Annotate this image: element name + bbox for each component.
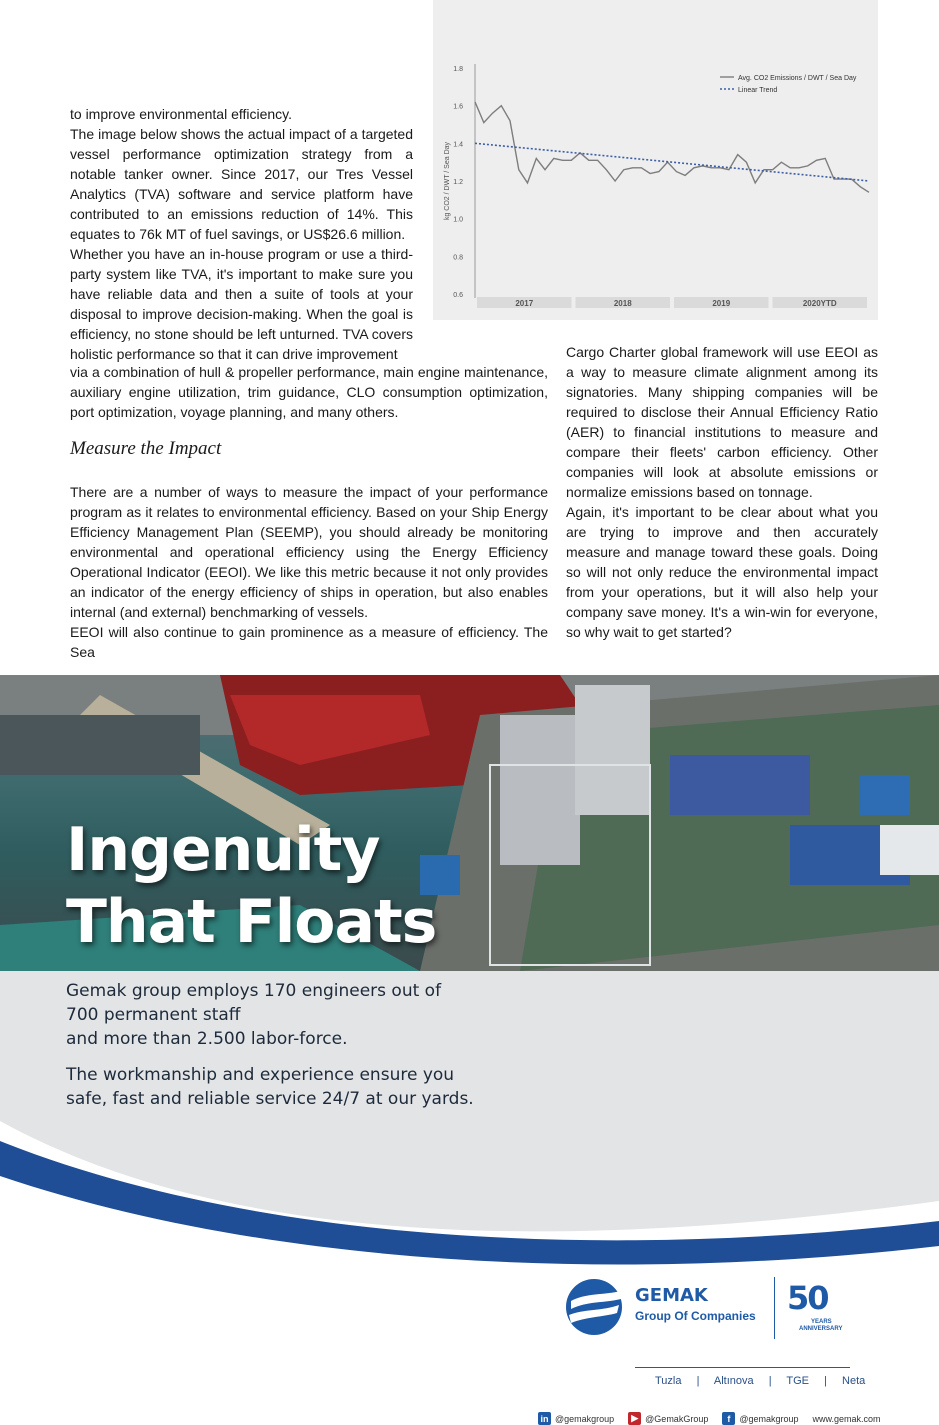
shipyard-photo	[0, 675, 939, 971]
location-item: Tuzla	[655, 1375, 682, 1387]
facebook-handle: @gemakgroup	[739, 1413, 799, 1424]
trend-line	[475, 143, 869, 181]
paragraph: Cargo Charter global framework will use EEOI as a way to measure climate alignment among its signatories. Many shipping companies will be required to disclose their Annual Efficiency Ratio (AER) to financial institutions to measure and compare their fleets' carbon efficiency. Other companies will look at absolute emissions or normalize emissions based on tonnage.	[566, 344, 878, 500]
paragraph: The image below shows the actual impact of a targeted vessel performance optimization strategy from a notable tanker owner. Since 2017, our Tres Vessel Analytics (TVA) software and service platform have contributed to an emissions reduction of 14%. This equates to 76k MT of fuel savings, or US$26.6 million.	[70, 126, 413, 242]
emissions-line	[475, 102, 869, 192]
ad-body-line: The workmanship and experience ensure you	[66, 1065, 455, 1085]
y-axis-label: kg CO2 / DWT / Sea Day	[444, 141, 451, 221]
location-item: TGE	[786, 1375, 810, 1387]
ad-body-line: Gemak group employs 170 engineers out of	[66, 981, 442, 1001]
logo-divider	[774, 1277, 775, 1339]
gemak-logo	[565, 1277, 865, 1337]
section-heading: Measure the Impact	[70, 438, 222, 459]
legend-label: Avg. CO2 Emissions / DWT / Sea Day	[738, 75, 857, 82]
anniversary-label: ANNIVERSARY	[799, 1326, 843, 1332]
y-tick-label: 1.0	[453, 216, 463, 224]
linkedin-handle: @gemakgroup	[555, 1413, 615, 1424]
facebook-link[interactable]	[722, 1412, 798, 1425]
article-column-left-continued	[70, 362, 548, 422]
paragraph: Again, it's important to be clear about what you are trying to improve and then accurately measure and manage toward these goals. Doing so will not only reduce the environmental impact from your operations, but it will also help your company save money. It's a win-win for everyone, so why wait to get started?	[566, 504, 878, 640]
article-column-left-bottom	[70, 482, 548, 662]
gemak-advertisement	[0, 675, 939, 1424]
ad-body-staff	[66, 979, 441, 1051]
separator: |	[768, 1375, 772, 1387]
anniversary-years: YEARS	[811, 1319, 832, 1325]
gemak-logo-icon	[565, 1277, 625, 1337]
paragraph: EEOI will also continue to gain prominence as a measure of efficiency. The Sea	[70, 624, 548, 660]
x-group-label: 2018	[613, 299, 632, 308]
paragraph: Whether you have an in-house program or use a third-party system like TVA, it's important to make sure you have reliable data and then a suite of tools at your disposal to improve decision-making. When the goal is efficiency, no stone should be left unturned. TVA covers holistic performance so that it can drive improvement	[70, 246, 413, 362]
chart-canvas	[433, 0, 878, 320]
website-link[interactable]: www.gemak.com	[812, 1413, 881, 1424]
ad-body-line: safe, fast and reliable service 24/7 at our yards.	[66, 1089, 474, 1109]
separator: |	[824, 1375, 827, 1387]
paragraph: There are a number of ways to measure the impact of your performance program as it relates to environmental efficiency. Based on your Ship Energy Efficiency Management Plan (SEEMP), you should already be monitoring environmental and operational efficiency using the Energy Efficiency Operational Indicator (EEOI). We like this metric because it not only provides an indicator of the energy efficiency of ships in operation, but also enables internal (and external) benchmarking of vessels.	[70, 484, 548, 620]
ad-headline-line-2: That Floats	[66, 887, 437, 957]
article-column-left-top	[70, 104, 413, 364]
x-group-label: 2019	[712, 299, 731, 308]
ad-info-panel	[0, 971, 939, 1424]
y-tick-label: 1.8	[453, 66, 463, 73]
ad-body-line: 700 permanent staff	[66, 1005, 241, 1025]
logo-subtitle: Group Of Companies	[635, 1309, 756, 1323]
linkedin-link[interactable]	[538, 1412, 614, 1425]
youtube-handle: @GemakGroup	[645, 1413, 709, 1424]
logo-name: GEMAK	[635, 1285, 708, 1306]
social-links	[538, 1412, 881, 1425]
emissions-chart	[433, 0, 878, 320]
y-tick-label: 0.8	[453, 254, 463, 262]
legend-label: Linear Trend	[738, 87, 778, 94]
ad-headline-line-1: Ingenuity	[66, 815, 380, 885]
ad-body-service	[66, 1063, 474, 1111]
paragraph: via a combination of hull & propeller performance, main engine maintenance, auxiliary engine utilization, trim guidance, CLO consumption optimization, port optimization, voyage planning, and many others.	[70, 364, 548, 420]
separator: |	[696, 1375, 700, 1387]
yard-locations	[655, 1375, 865, 1387]
anniversary-number: 50	[787, 1279, 828, 1317]
y-tick-label: 0.6	[453, 292, 463, 299]
logo-underline	[635, 1367, 850, 1368]
y-tick-label: 1.6	[453, 103, 463, 111]
paragraph: to improve environmental efficiency.	[70, 106, 293, 122]
linkedin-icon: in	[538, 1412, 551, 1425]
x-group-label: 2020YTD	[802, 299, 837, 308]
location-item: Altınova	[713, 1375, 754, 1387]
location-item: Neta	[842, 1375, 866, 1387]
youtube-icon: ▶	[628, 1412, 641, 1425]
y-tick-label: 1.4	[453, 141, 463, 149]
facebook-icon: f	[722, 1412, 735, 1425]
y-tick-label: 1.2	[453, 179, 463, 186]
youtube-link[interactable]	[628, 1412, 708, 1425]
x-group-label: 2017	[515, 299, 534, 308]
article-column-right	[566, 342, 878, 642]
ad-body-line: and more than 2.500 labor-force.	[66, 1029, 348, 1049]
